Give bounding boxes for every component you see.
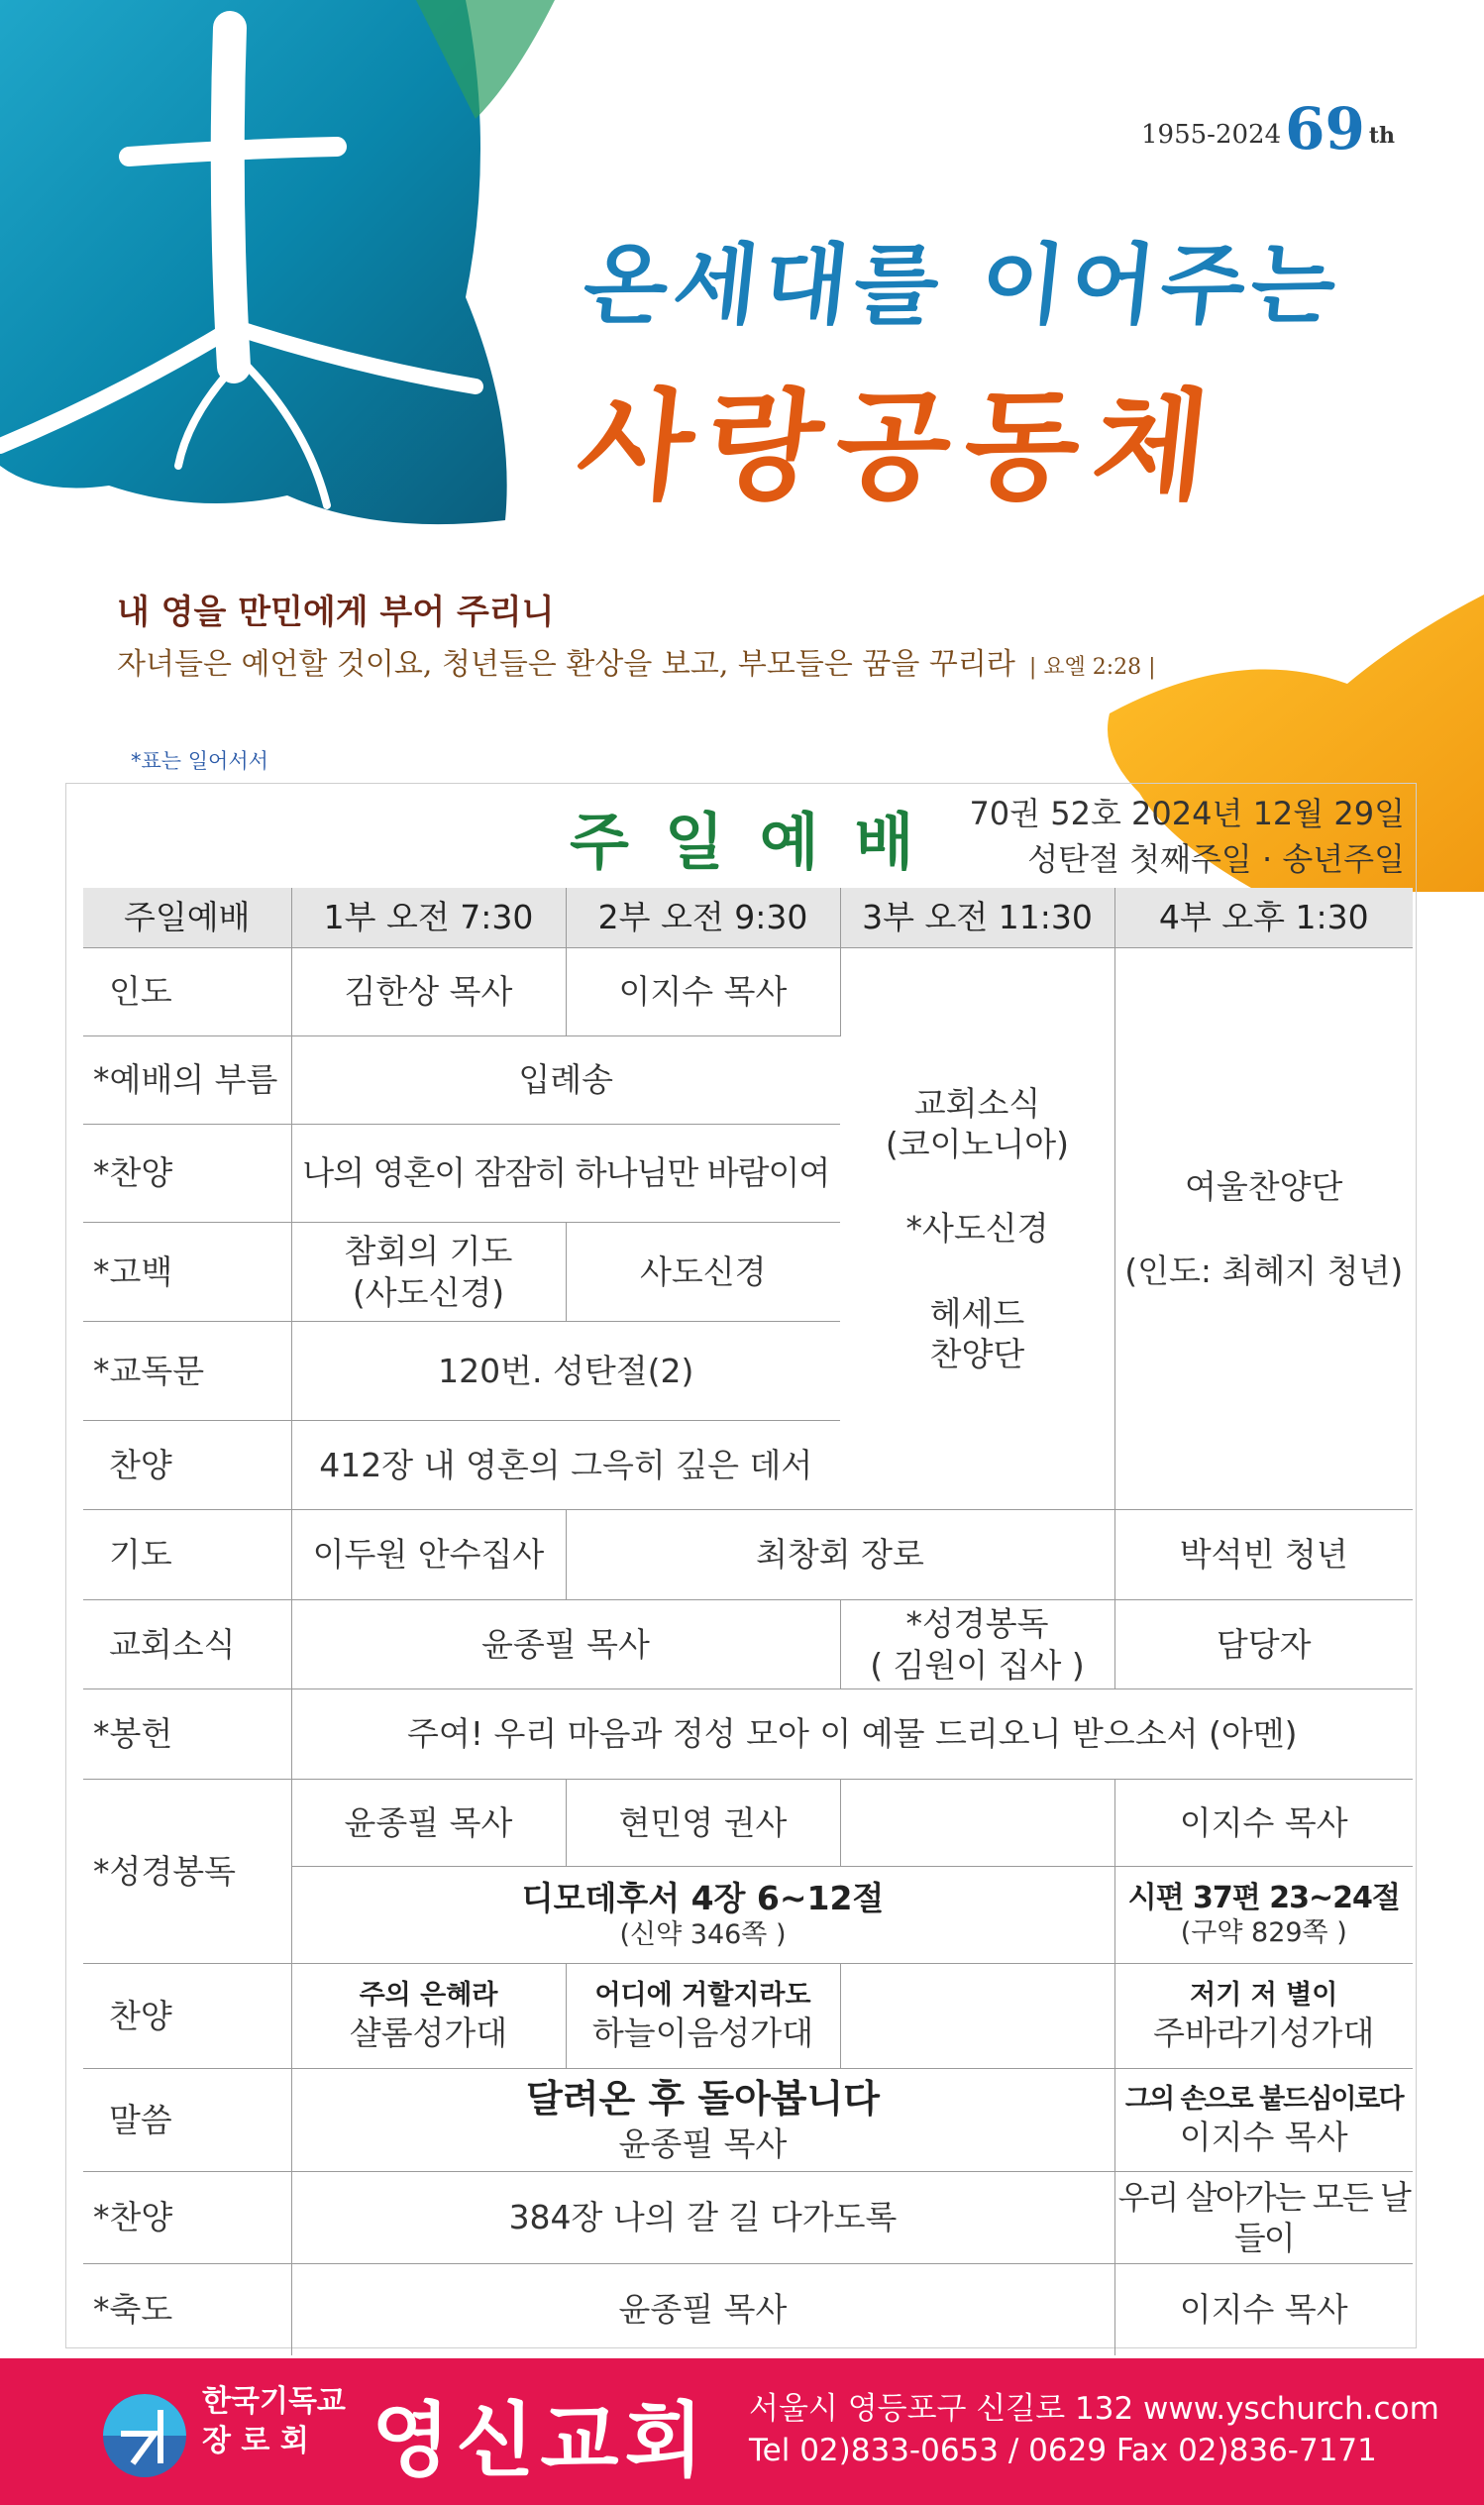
cell: 현민영 권사 bbox=[566, 1780, 840, 1867]
cell-line: *성경봉독 bbox=[905, 1604, 1049, 1644]
cell bbox=[1114, 2069, 1413, 2172]
cell bbox=[291, 1223, 566, 1322]
verse-reference: | 요엘 2:28 | bbox=[1028, 655, 1156, 680]
church-name: 영신교회 bbox=[371, 2394, 709, 2488]
cell bbox=[291, 2069, 1114, 2172]
stand-note: *표는 일어서서 bbox=[131, 749, 268, 773]
table-row bbox=[83, 948, 1413, 1036]
bulletin-title: 주일예배 bbox=[570, 806, 950, 878]
row-label: *찬양 bbox=[83, 1125, 291, 1223]
occasion: 성탄절 첫째주일 · 송년주일 bbox=[1027, 840, 1405, 878]
church-logo-icon bbox=[103, 2394, 186, 2477]
cell-line: 윤종필 목사 bbox=[618, 2124, 788, 2163]
row-label: 찬양 bbox=[83, 1964, 291, 2069]
cell: 이두원 안수집사 bbox=[291, 1510, 566, 1600]
cell: 윤종필 목사 bbox=[291, 1780, 566, 1867]
table-row bbox=[83, 1600, 1413, 1689]
row-label: *축도 bbox=[83, 2264, 291, 2355]
cell-line: 주바라기성가대 bbox=[1153, 2013, 1375, 2052]
row-label: 교회소식 bbox=[83, 1600, 291, 1689]
slogan-line1: 온세대를 이어주는 bbox=[578, 234, 1347, 336]
cell: 이지수 목사 bbox=[566, 948, 840, 1036]
cell: 입례송 bbox=[291, 1036, 840, 1125]
cell-line: (구약 829쪽 ) bbox=[1180, 1917, 1347, 1949]
denomination bbox=[202, 2382, 346, 2461]
row-label: 인도 bbox=[83, 948, 291, 1036]
cell-line: 여울찬양단 bbox=[1185, 1166, 1343, 1206]
row-label: *예배의 부름 bbox=[83, 1036, 291, 1125]
verse-text bbox=[117, 639, 1156, 683]
row-label: 찬양 bbox=[83, 1421, 291, 1510]
cell-line: *사도신경 bbox=[905, 1209, 1049, 1249]
cell-line: 샬롬성가대 bbox=[349, 2013, 508, 2052]
cell-line: 달려온 후 돌아봅니다 bbox=[526, 2077, 880, 2122]
cell-line: 이지수 목사 bbox=[1179, 2117, 1348, 2156]
row-label: *교독문 bbox=[83, 1322, 291, 1421]
header-cell: 2부 오전 9:30 bbox=[566, 888, 840, 948]
cell-line: 참회의 기도 bbox=[344, 1232, 513, 1271]
cell-line: 교회소식 bbox=[913, 1083, 1041, 1123]
address: 서울시 영등포구 신길로 132 www.yschurch.com bbox=[749, 2391, 1439, 2427]
cell: 120번. 성탄절(2) bbox=[291, 1322, 840, 1421]
phone-fax: Tel 02)833-0653 / 0629 Fax 02)836-7171 bbox=[749, 2433, 1377, 2468]
cell bbox=[1114, 1867, 1413, 1964]
table-row bbox=[83, 1964, 1413, 2069]
table-row bbox=[83, 1510, 1413, 1600]
anniversary-number: 69 bbox=[1285, 95, 1365, 163]
verse-title: 내 영을 만민에게 부어 주리니 bbox=[117, 593, 555, 632]
cell bbox=[566, 1964, 840, 2069]
table-row bbox=[83, 2172, 1413, 2264]
row-label: 말씀 bbox=[83, 2069, 291, 2172]
header-cell: 4부 오후 1:30 bbox=[1114, 888, 1413, 948]
cell-line: (코이노니아) bbox=[885, 1125, 1070, 1164]
cell: 박석빈 청년 bbox=[1114, 1510, 1413, 1600]
cell-line: 저기 저 별이 bbox=[1190, 1980, 1338, 2011]
anniversary-suffix: th bbox=[1368, 123, 1396, 149]
table-row bbox=[83, 1780, 1413, 1867]
years-range: 1955-2024 bbox=[1141, 120, 1282, 150]
denomination-line2: 장 로 회 bbox=[202, 2424, 309, 2458]
cell: 최창회 장로 bbox=[566, 1510, 1114, 1600]
denomination-line1: 한국기독교 bbox=[202, 2384, 346, 2419]
cell bbox=[840, 1600, 1114, 1689]
service3-block bbox=[840, 948, 1114, 1510]
cell: 김한상 목사 bbox=[291, 948, 566, 1036]
cell-line: 하늘이음성가대 bbox=[591, 2013, 814, 2052]
verse-body: 자녀들은 예언할 것이요, 청년들은 환상을 보고, 부모들은 꿈을 꾸리라 bbox=[117, 647, 1015, 682]
cell bbox=[840, 1780, 1114, 1867]
row-label: 기도 bbox=[83, 1510, 291, 1600]
cell-line: (사도신경) bbox=[352, 1272, 505, 1312]
cell bbox=[1114, 1964, 1413, 2069]
cell-line: 어디에 거할지라도 bbox=[594, 1980, 811, 2011]
cell: 윤종필 목사 bbox=[291, 1600, 840, 1689]
issue-line: 70권 52호 2024년 12월 29일 bbox=[969, 795, 1405, 832]
header-cell: 1부 오전 7:30 bbox=[291, 888, 566, 948]
cell: 주여! 우리 마음과 정성 모아 이 예물 드리오니 받으소서 (아멘) bbox=[291, 1689, 1413, 1780]
service-table bbox=[83, 888, 1413, 2355]
cell-line: 주의 은혜라 bbox=[359, 1980, 498, 2011]
cell: 이지수 목사 bbox=[1114, 1780, 1413, 1867]
table-header-row bbox=[83, 888, 1413, 948]
slogan-line2: 사랑공동체 bbox=[571, 379, 1229, 516]
table-row bbox=[83, 2069, 1413, 2172]
cell: 384장 나의 갈 길 다가도록 bbox=[291, 2172, 1114, 2264]
cell-line: 찬양단 bbox=[929, 1334, 1025, 1373]
cell-line: (신약 346쪽 ) bbox=[619, 1919, 787, 1951]
header-cell: 3부 오전 11:30 bbox=[840, 888, 1114, 948]
cell-line: 시편 37편 23~24절 bbox=[1127, 1880, 1400, 1915]
cell-line: 헤세드 bbox=[929, 1293, 1025, 1333]
cell-line: 디모데후서 4장 6~12절 bbox=[521, 1879, 885, 1917]
cell bbox=[291, 1964, 566, 2069]
cell: 412장 내 영혼의 그윽히 깊은 데서 bbox=[291, 1421, 840, 1510]
cell: 사도신경 bbox=[566, 1223, 840, 1322]
header-cell: 주일예배 bbox=[83, 888, 291, 948]
table-row bbox=[83, 2264, 1413, 2355]
cell: 이지수 목사 bbox=[1179, 2290, 1348, 2330]
table-row bbox=[83, 1689, 1413, 1780]
cell-line: (인도: 최혜지 청년) bbox=[1124, 1252, 1404, 1290]
anniversary bbox=[1141, 95, 1395, 163]
row-label: *성경봉독 bbox=[83, 1780, 291, 1964]
cell-line: 그의 손으로 붙드심이로다 bbox=[1124, 2084, 1403, 2115]
cell bbox=[291, 1867, 1114, 1964]
teal-brushstroke bbox=[0, 0, 507, 524]
cell-line: ( 김원이 집사 ) bbox=[870, 1645, 1085, 1685]
row-label: *고백 bbox=[83, 1223, 291, 1322]
cell bbox=[840, 1964, 1114, 2069]
cell: 윤종필 목사 bbox=[291, 2264, 1114, 2355]
cell: 담당자 bbox=[1114, 1600, 1413, 1689]
cell: 우리 살아가는 모든 날들이 bbox=[1114, 2172, 1413, 2264]
contact-info bbox=[749, 2388, 1439, 2471]
service4-block bbox=[1114, 948, 1413, 1510]
cell: 나의 영혼이 잠잠히 하나님만 바람이여 bbox=[291, 1125, 840, 1223]
row-label: *봉헌 bbox=[83, 1689, 291, 1780]
issue-info bbox=[969, 791, 1405, 882]
row-label: *찬양 bbox=[83, 2172, 291, 2264]
